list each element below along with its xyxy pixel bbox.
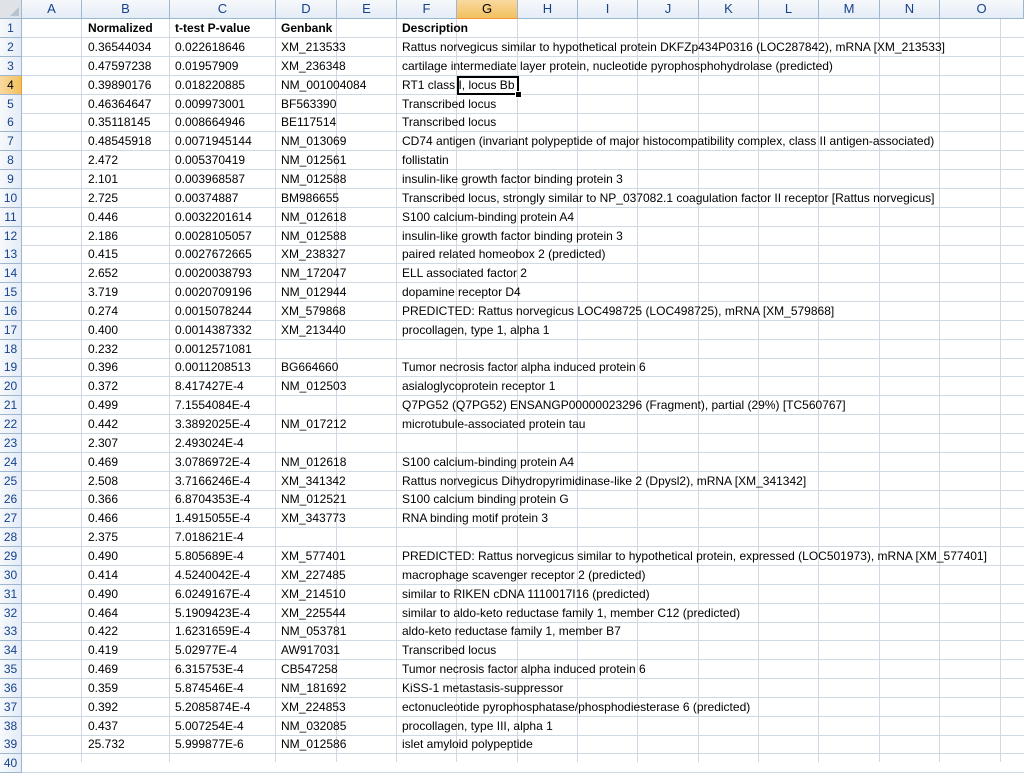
cell-normalized[interactable]: 0.466: [88, 511, 119, 525]
column-header-m[interactable]: M: [819, 0, 880, 19]
cell-description[interactable]: macrophage scavenger receptor 2 (predicted): [402, 568, 646, 582]
row-header[interactable]: 7: [0, 132, 22, 151]
cell-genbank[interactable]: XM_224853: [281, 700, 346, 714]
cell-p-value[interactable]: 4.5240042E-4: [175, 568, 251, 582]
row-header[interactable]: 1: [0, 19, 22, 38]
cell-genbank[interactable]: NM_013069: [281, 134, 347, 148]
cell-p-value[interactable]: 0.0014387332: [175, 323, 252, 337]
cell-normalized[interactable]: 0.437: [88, 719, 119, 733]
cell-description[interactable]: asialoglycoprotein receptor 1: [402, 379, 556, 393]
cell-normalized[interactable]: 2.186: [88, 229, 119, 243]
cell-normalized[interactable]: [85, 754, 88, 773]
column-header-h[interactable]: H: [518, 0, 578, 19]
cell-p-value[interactable]: 6.0249167E-4: [175, 587, 251, 601]
cell-genbank[interactable]: BM986655: [281, 191, 340, 205]
cell-p-value[interactable]: 0.005370419: [175, 153, 246, 167]
cell-normalized[interactable]: 0.400: [88, 323, 119, 337]
cell-description[interactable]: insulin-like growth factor binding protein 3: [402, 172, 623, 186]
cell-genbank[interactable]: NM_012618: [281, 455, 347, 469]
row-header[interactable]: 4: [0, 76, 22, 95]
cell-p-value[interactable]: 0.0032201614: [175, 210, 252, 224]
cell-normalized[interactable]: 0.359: [88, 681, 119, 695]
cell-normalized[interactable]: 0.414: [88, 568, 119, 582]
cell-description[interactable]: RT1 class I, locus Bb: [402, 78, 515, 92]
cell-genbank[interactable]: XM_238327: [281, 247, 346, 261]
column-header-o[interactable]: O: [940, 0, 1024, 19]
column-header-l[interactable]: L: [759, 0, 819, 19]
cell-p-value[interactable]: 0.018220885: [175, 78, 246, 92]
header-t-test-p-value[interactable]: t-test P-value: [175, 21, 251, 35]
cell-normalized[interactable]: 0.499: [88, 398, 119, 412]
cell-p-value[interactable]: 1.4915055E-4: [175, 511, 251, 525]
cell-genbank[interactable]: CB547258: [281, 662, 338, 676]
cell-genbank[interactable]: NM_012521: [281, 492, 347, 506]
row-header[interactable]: 15: [0, 283, 22, 302]
cell-p-value[interactable]: 3.0786972E-4: [175, 455, 251, 469]
cell-p-value[interactable]: 5.805689E-4: [175, 549, 244, 563]
cell-description[interactable]: Transcribed locus: [402, 643, 497, 657]
cell-description[interactable]: follistatin: [402, 153, 449, 167]
cell-p-value[interactable]: 5.1909423E-4: [175, 606, 251, 620]
cell-p-value[interactable]: 0.00374887: [175, 191, 239, 205]
cell-genbank[interactable]: [278, 754, 281, 773]
cell-p-value[interactable]: 3.3892025E-4: [175, 417, 251, 431]
cell-genbank[interactable]: NM_181692: [281, 681, 347, 695]
cell-description[interactable]: Tumor necrosis factor alpha induced protein 6: [402, 662, 646, 676]
row-header[interactable]: 5: [0, 95, 22, 114]
header-description[interactable]: Description: [402, 21, 469, 35]
cell-description[interactable]: [399, 340, 402, 359]
cell-p-value[interactable]: 0.0027672665: [175, 247, 252, 261]
cell-genbank[interactable]: NM_032085: [281, 719, 347, 733]
cell-p-value[interactable]: 7.018621E-4: [175, 530, 244, 544]
column-header-a[interactable]: A: [22, 0, 82, 19]
cell-genbank[interactable]: XM_227485: [281, 568, 346, 582]
cell-normalized[interactable]: 0.490: [88, 587, 119, 601]
cell-genbank[interactable]: NM_012618: [281, 210, 347, 224]
header-genbank[interactable]: Genbank: [281, 21, 333, 35]
cell-genbank[interactable]: NM_001004084: [281, 78, 367, 92]
cell-genbank[interactable]: [278, 528, 281, 547]
row-header[interactable]: 39: [0, 735, 22, 754]
cell-description[interactable]: KiSS-1 metastasis-suppressor: [402, 681, 564, 695]
cell-genbank[interactable]: BF563390: [281, 97, 337, 111]
cell-normalized[interactable]: 0.490: [88, 549, 119, 563]
cell-p-value[interactable]: 2.493024E-4: [175, 436, 244, 450]
cell-genbank[interactable]: XM_214510: [281, 587, 346, 601]
cell-description[interactable]: [399, 528, 402, 547]
row-header[interactable]: 6: [0, 113, 22, 132]
column-header-b[interactable]: B: [82, 0, 170, 19]
row-header[interactable]: 21: [0, 396, 22, 415]
cell-normalized[interactable]: 2.375: [88, 530, 119, 544]
row-header[interactable]: 13: [0, 245, 22, 264]
row-header[interactable]: 25: [0, 472, 22, 491]
cell-description[interactable]: dopamine receptor D4: [402, 285, 521, 299]
cell-genbank[interactable]: XM_341342: [281, 474, 346, 488]
cell-description[interactable]: Transcribed locus: [402, 97, 497, 111]
cell-p-value[interactable]: 5.874546E-4: [175, 681, 244, 695]
cell-description[interactable]: S100 calcium-binding protein A4: [402, 455, 575, 469]
row-header[interactable]: 28: [0, 528, 22, 547]
cell-genbank[interactable]: AW917031: [281, 643, 340, 657]
cell-description[interactable]: PREDICTED: Rattus norvegicus similar to hypothetical protein, expressed (LOC501973), mRNA [XM_577401]: [402, 549, 987, 563]
cell-genbank[interactable]: XM_213533: [281, 40, 346, 54]
cell-normalized[interactable]: 0.46364647: [88, 97, 152, 111]
cell-p-value[interactable]: 0.0028105057: [175, 229, 252, 243]
cell-description[interactable]: similar to aldo-keto reductase family 1, member C12 (predicted): [402, 606, 741, 620]
cell-p-value[interactable]: 0.008664946: [175, 115, 246, 129]
cell-description[interactable]: islet amyloid polypeptide: [402, 737, 533, 751]
row-header[interactable]: 36: [0, 679, 22, 698]
cell-description[interactable]: aldo-keto reductase family 1, member B7: [402, 624, 621, 638]
row-header[interactable]: 24: [0, 453, 22, 472]
cell-genbank[interactable]: BG664660: [281, 360, 339, 374]
row-header[interactable]: 31: [0, 585, 22, 604]
row-header[interactable]: 40: [0, 754, 22, 773]
column-header-n[interactable]: N: [880, 0, 940, 19]
row-header[interactable]: 26: [0, 490, 22, 509]
cell-description[interactable]: PREDICTED: Rattus norvegicus LOC498725 (LOC498725), mRNA [XM_579868]: [402, 304, 835, 318]
cell-genbank[interactable]: XM_343773: [281, 511, 346, 525]
cell-normalized[interactable]: 2.472: [88, 153, 119, 167]
cell-genbank[interactable]: XM_236348: [281, 59, 346, 73]
column-header-k[interactable]: K: [699, 0, 759, 19]
row-header[interactable]: 27: [0, 509, 22, 528]
cell-normalized[interactable]: 0.464: [88, 606, 119, 620]
cell-p-value[interactable]: 7.1554084E-4: [175, 398, 251, 412]
cell-p-value[interactable]: 0.003968587: [175, 172, 246, 186]
cell-normalized[interactable]: 0.35118145: [88, 115, 151, 129]
row-header[interactable]: 12: [0, 227, 22, 246]
row-header[interactable]: 10: [0, 189, 22, 208]
cell-genbank[interactable]: BE117514: [281, 115, 337, 129]
cell-p-value[interactable]: 0.0071945144: [175, 134, 252, 148]
cell-description[interactable]: Tumor necrosis factor alpha induced protein 6: [402, 360, 646, 374]
row-header[interactable]: 32: [0, 604, 22, 623]
cell-description[interactable]: Transcribed locus, strongly similar to NP_037082.1 coagulation factor II receptor [Rattus norvegicus]: [402, 191, 935, 205]
cell-genbank[interactable]: NM_012944: [281, 285, 347, 299]
row-header[interactable]: 2: [0, 38, 22, 57]
cell-normalized[interactable]: 3.719: [88, 285, 119, 299]
row-header[interactable]: 8: [0, 151, 22, 170]
column-header-c[interactable]: C: [170, 0, 276, 19]
row-header[interactable]: 17: [0, 321, 22, 340]
cell-normalized[interactable]: 0.366: [88, 492, 119, 506]
cell-description[interactable]: Rattus norvegicus similar to hypothetical protein DKFZp434P0316 (LOC287842), mRNA [XM_213533]: [402, 40, 945, 54]
cell-normalized[interactable]: 0.36544034: [88, 40, 152, 54]
cell-normalized[interactable]: 2.101: [88, 172, 119, 186]
cell-normalized[interactable]: 0.274: [88, 304, 119, 318]
cell-normalized[interactable]: 2.508: [88, 474, 119, 488]
column-header-d[interactable]: D: [276, 0, 337, 19]
header-normalized[interactable]: Normalized: [88, 21, 153, 35]
cell-p-value[interactable]: 0.0020038793: [175, 266, 252, 280]
cell-p-value[interactable]: 0.0020709196: [175, 285, 252, 299]
row-header[interactable]: 35: [0, 660, 22, 679]
cell-normalized[interactable]: 0.396: [88, 360, 119, 374]
cell-genbank[interactable]: [278, 396, 281, 415]
row-header[interactable]: 18: [0, 340, 22, 359]
row-header[interactable]: 20: [0, 377, 22, 396]
row-header[interactable]: 23: [0, 434, 22, 453]
cell-description[interactable]: similar to RIKEN cDNA 1110017I16 (predicted): [402, 587, 650, 601]
row-header[interactable]: 3: [0, 57, 22, 76]
row-header[interactable]: 14: [0, 264, 22, 283]
cell-description[interactable]: CD74 antigen (invariant polypeptide of major histocompatibility complex, class II antigen-associated): [402, 134, 935, 148]
row-header[interactable]: 16: [0, 302, 22, 321]
row-header[interactable]: 11: [0, 208, 22, 227]
cell-p-value[interactable]: [172, 754, 175, 773]
row-header[interactable]: 29: [0, 547, 22, 566]
cell-normalized[interactable]: 0.469: [88, 662, 119, 676]
cell-description[interactable]: microtubule-associated protein tau: [402, 417, 586, 431]
cell-description[interactable]: procollagen, type 1, alpha 1: [402, 323, 550, 337]
cell-normalized[interactable]: 0.392: [88, 700, 119, 714]
cell-normalized[interactable]: 25.732: [88, 737, 125, 751]
cell-description[interactable]: ectonucleotide pyrophosphatase/phosphodiesterase 6 (predicted): [402, 700, 751, 714]
cell-normalized[interactable]: 0.469: [88, 455, 119, 469]
row-header[interactable]: 30: [0, 566, 22, 585]
cell-normalized[interactable]: 2.652: [88, 266, 119, 280]
fill-handle[interactable]: [515, 91, 522, 98]
cell-description[interactable]: procollagen, type III, alpha 1: [402, 719, 553, 733]
cell-description[interactable]: paired related homeobox 2 (predicted): [402, 247, 606, 261]
row-header[interactable]: 33: [0, 622, 22, 641]
row-header[interactable]: 34: [0, 641, 22, 660]
cell-normalized[interactable]: 0.415: [88, 247, 119, 261]
cell-p-value[interactable]: 0.01957909: [175, 59, 239, 73]
row-header[interactable]: 19: [0, 358, 22, 377]
cell-p-value[interactable]: 6.8704353E-4: [175, 492, 251, 506]
cell-description[interactable]: RNA binding motif protein 3: [402, 511, 549, 525]
cell-p-value[interactable]: 1.6231659E-4: [175, 624, 251, 638]
cell-genbank[interactable]: NM_172047: [281, 266, 347, 280]
cell-genbank[interactable]: XM_213440: [281, 323, 346, 337]
cell-normalized[interactable]: 2.307: [88, 436, 119, 450]
cell-p-value[interactable]: 0.009973001: [175, 97, 246, 111]
cell-description[interactable]: insulin-like growth factor binding protein 3: [402, 229, 623, 243]
cell-normalized[interactable]: 0.232: [88, 342, 119, 356]
cell-description[interactable]: Q7PG52 (Q7PG52) ENSANGP00000023296 (Fragment), partial (29%) [TC560767]: [402, 398, 846, 412]
cell-genbank[interactable]: NM_053781: [281, 624, 347, 638]
cell-normalized[interactable]: 0.372: [88, 379, 119, 393]
cell-description[interactable]: S100 calcium binding protein G: [402, 492, 569, 506]
active-cell-g4[interactable]: [457, 76, 519, 95]
column-header-g[interactable]: G: [457, 0, 518, 19]
cell-p-value[interactable]: 0.0011208513: [175, 360, 251, 374]
row-header[interactable]: 9: [0, 170, 22, 189]
column-header-j[interactable]: J: [638, 0, 699, 19]
cell-description[interactable]: S100 calcium-binding protein A4: [402, 210, 575, 224]
cell-p-value[interactable]: 0.022618646: [175, 40, 246, 54]
cell-genbank[interactable]: NM_012588: [281, 172, 347, 186]
cell-description[interactable]: ELL associated factor 2: [402, 266, 527, 280]
cell-p-value[interactable]: 6.315753E-4: [175, 662, 244, 676]
cell-normalized[interactable]: 0.39890176: [88, 78, 152, 92]
cell-genbank[interactable]: NM_012586: [281, 737, 347, 751]
cell-description[interactable]: [399, 434, 402, 453]
cell-p-value[interactable]: 3.7166246E-4: [175, 474, 251, 488]
column-header-f[interactable]: F: [397, 0, 457, 19]
cell-genbank[interactable]: [278, 434, 281, 453]
cell-p-value[interactable]: 5.007254E-4: [175, 719, 244, 733]
cell-p-value[interactable]: 5.2085874E-4: [175, 700, 251, 714]
cell-normalized[interactable]: 0.48545918: [88, 134, 152, 148]
cell-normalized[interactable]: 2.725: [88, 191, 119, 205]
cell-genbank[interactable]: NM_017212: [281, 417, 347, 431]
column-header-i[interactable]: I: [578, 0, 638, 19]
cell-genbank[interactable]: XM_579868: [281, 304, 346, 318]
cell-p-value[interactable]: 5.02977E-4: [175, 643, 238, 657]
cell-normalized[interactable]: 0.442: [88, 417, 119, 431]
cell-genbank[interactable]: [278, 340, 281, 359]
cell-description[interactable]: Rattus norvegicus Dihydropyrimidinase-like 2 (Dpysl2), mRNA [XM_341342]: [402, 474, 807, 488]
row-header[interactable]: 38: [0, 717, 22, 736]
cell-genbank[interactable]: XM_577401: [281, 549, 346, 563]
cell-p-value[interactable]: 0.0012571081: [175, 342, 252, 356]
cell-genbank[interactable]: NM_012503: [281, 379, 347, 393]
cell-genbank[interactable]: NM_012561: [281, 153, 347, 167]
cell-p-value[interactable]: 5.999877E-6: [175, 737, 244, 751]
cell-normalized[interactable]: 0.419: [88, 643, 119, 657]
row-header[interactable]: 37: [0, 698, 22, 717]
cell-normalized[interactable]: 0.47597238: [88, 59, 152, 73]
cell-p-value[interactable]: 8.417427E-4: [175, 379, 244, 393]
select-all-button[interactable]: [0, 0, 22, 19]
cell-description[interactable]: Transcribed locus: [402, 115, 497, 129]
cell-p-value[interactable]: 0.0015078244: [175, 304, 252, 318]
row-header[interactable]: 22: [0, 415, 22, 434]
cell-genbank[interactable]: NM_012588: [281, 229, 347, 243]
cell-normalized[interactable]: 0.422: [88, 624, 119, 638]
cell-genbank[interactable]: XM_225544: [281, 606, 346, 620]
cell-normalized[interactable]: 0.446: [88, 210, 119, 224]
cell-description[interactable]: cartilage intermediate layer protein, nucleotide pyrophosphohydrolase (predicted): [402, 59, 833, 73]
column-header-e[interactable]: E: [337, 0, 397, 19]
cell-description[interactable]: [399, 754, 402, 773]
